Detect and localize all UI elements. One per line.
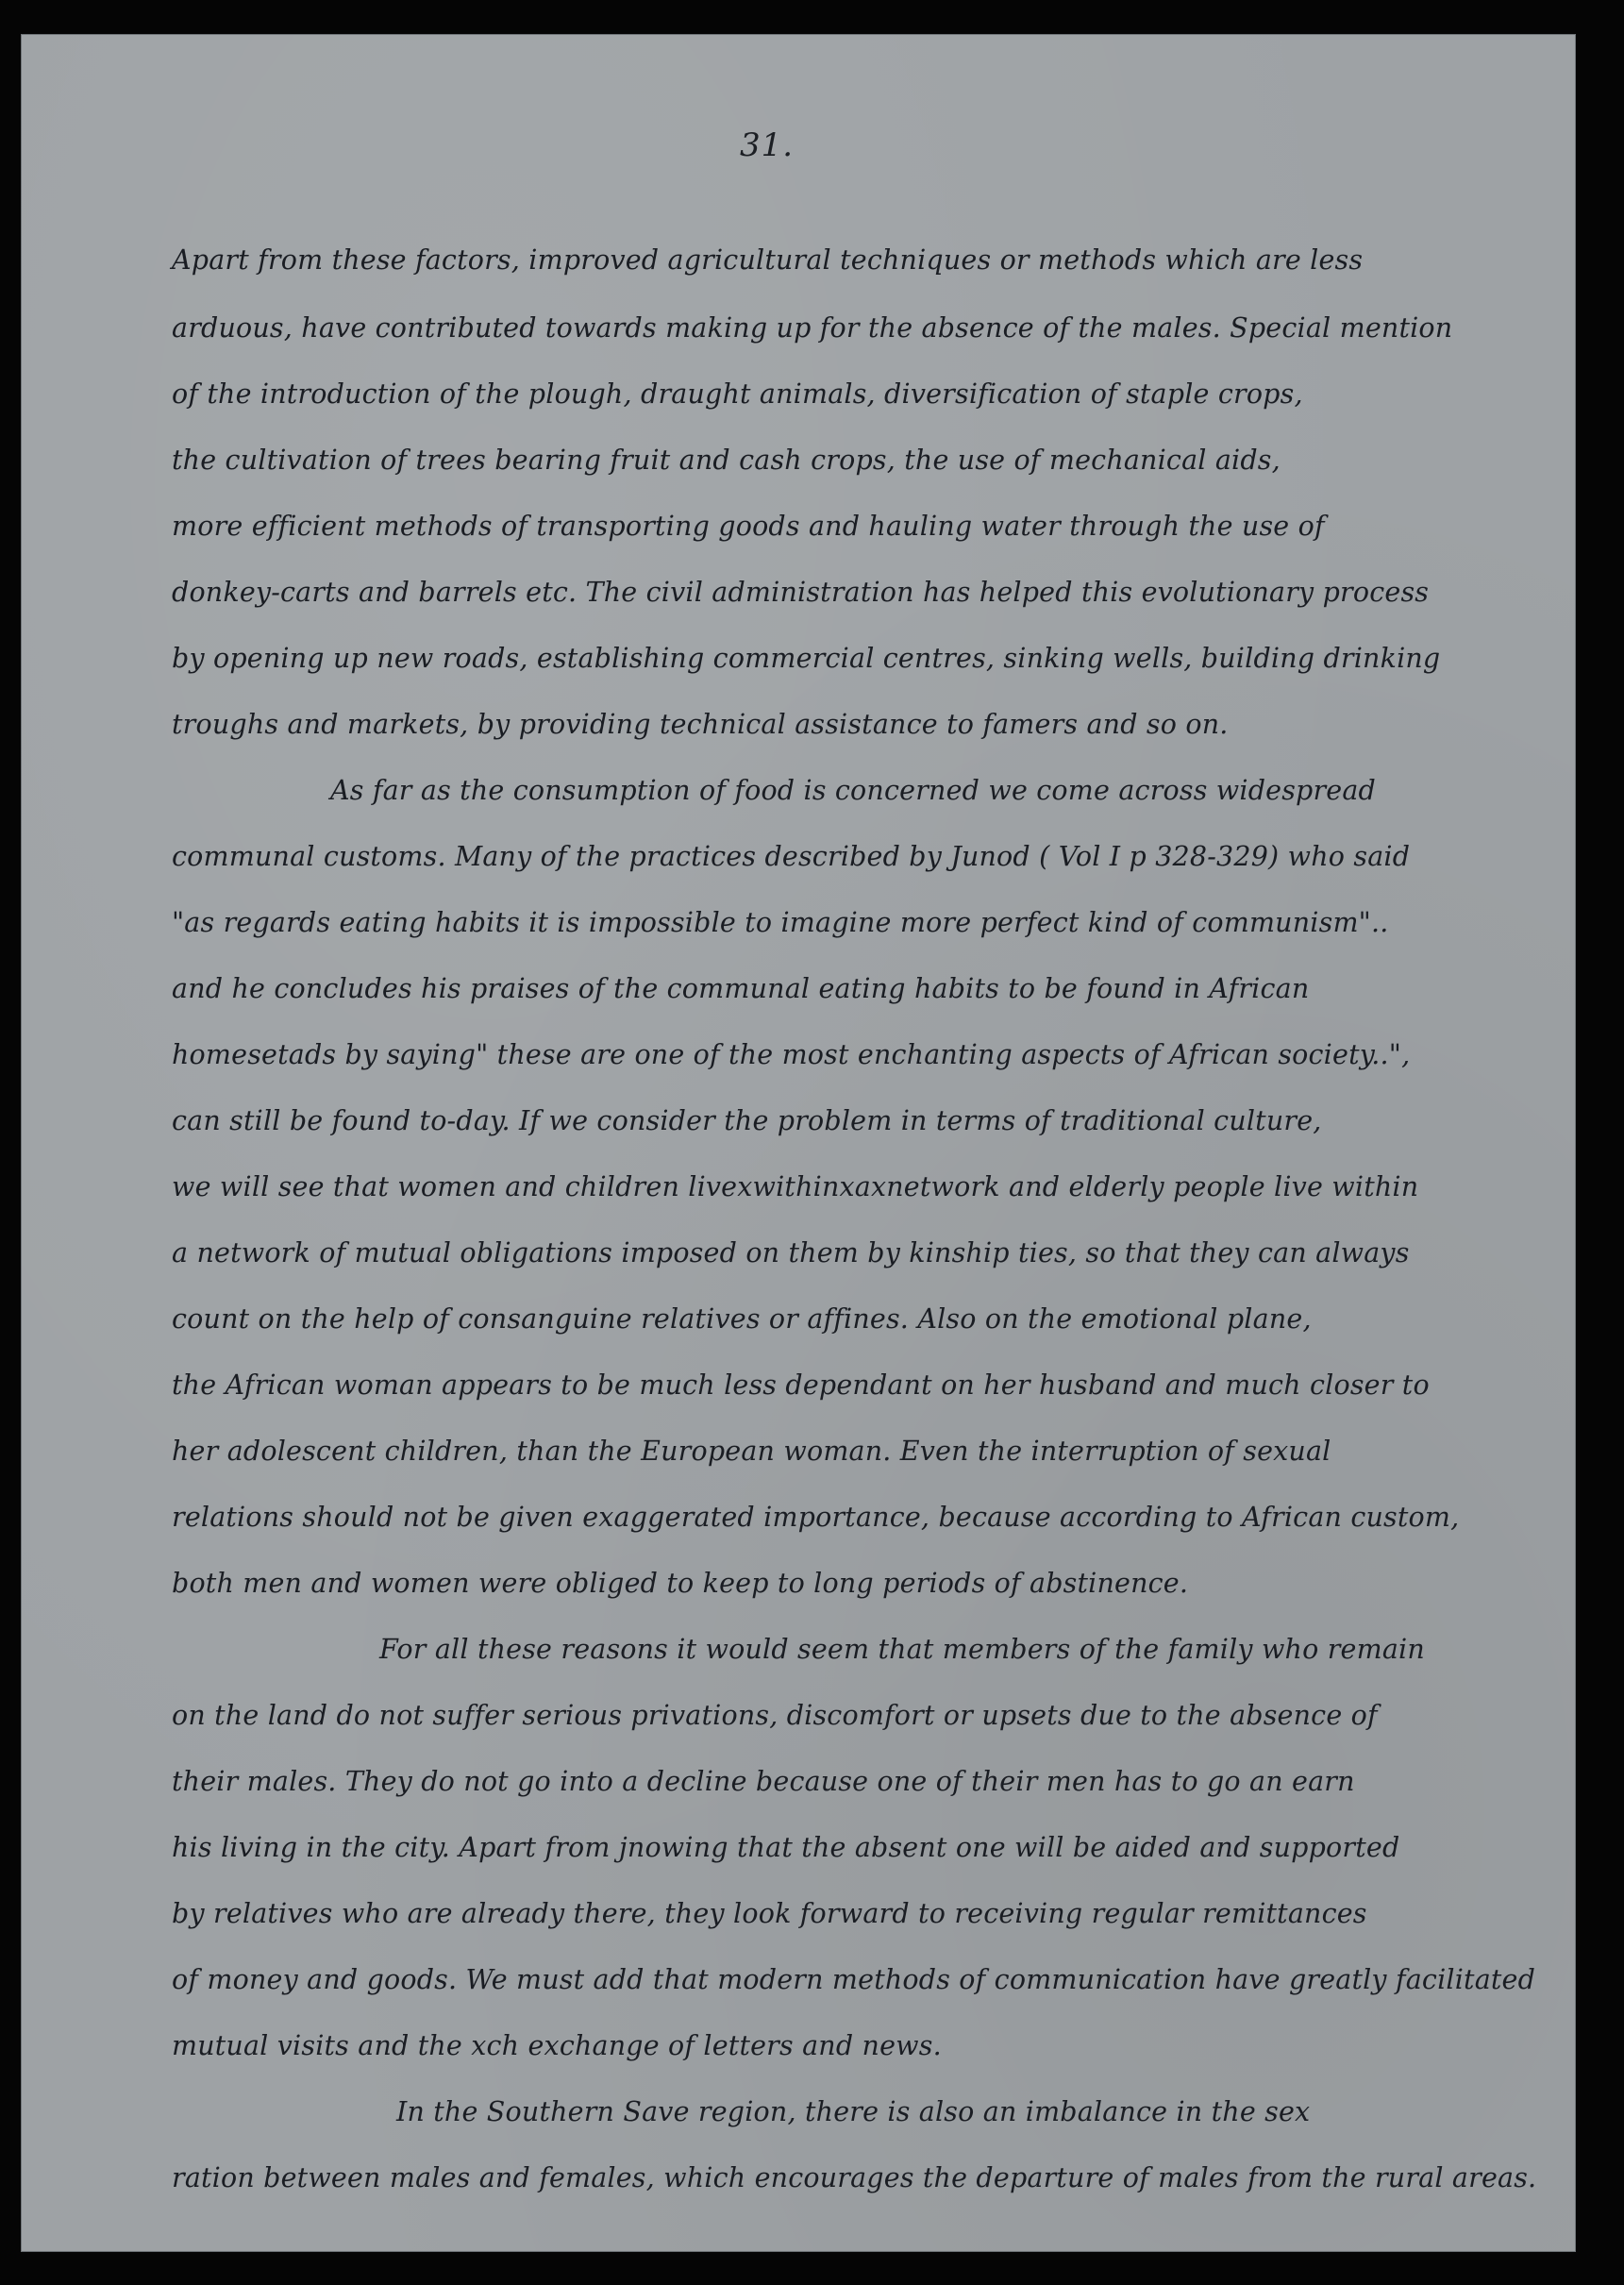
- text-line: the African woman appears to be much less dependant on her husband and much closer to: [172, 1369, 1430, 1401]
- text-line: relations should not be given exaggerated importance, because according to African custom,: [172, 1502, 1460, 1533]
- text-line: we will see that women and children livexwithinxaxnetwork and elderly people live within: [172, 1171, 1419, 1202]
- text-line: ration between males and females, which encourages the departure of males from the rural areas.: [172, 2162, 1537, 2193]
- text-line: mutual visits and the xch exchange of letters and news.: [172, 2030, 942, 2061]
- text-line: a network of mutual obligations imposed on them by kinship ties, so that they can always: [172, 1237, 1410, 1269]
- text-line: her adolescent children, than the European woman. Even the interruption of sexual: [172, 1436, 1331, 1467]
- text-line: count on the help of consanguine relatives or affines. Also on the emotional plane,: [172, 1303, 1312, 1335]
- text-line: homesetads by saying" these are one of the most enchanting aspects of African society..",: [172, 1039, 1411, 1070]
- text-line: the cultivation of trees bearing fruit and cash crops, the use of mechanical aids,: [172, 445, 1281, 476]
- text-line: donkey-carts and barrels etc. The civil administration has helped this evolutionary process: [172, 577, 1430, 608]
- text-line: and he concludes his praises of the communal eating habits to be found in African: [172, 973, 1310, 1004]
- text-line: In the Southern Save region, there is also an imbalance in the sex: [396, 2096, 1311, 2127]
- text-line: communal customs. Many of the practices described by Junod ( Vol I p 328-329) who said: [172, 841, 1411, 872]
- text-line: on the land do not suffer serious privations, discomfort or upsets due to the absence of: [172, 1700, 1378, 1731]
- text-line: "as regards eating habits it is impossible to imagine more perfect kind of communism"..: [172, 907, 1389, 938]
- text-line: As far as the consumption of food is concerned we come across widespread: [330, 775, 1377, 806]
- text-line: more efficient methods of transporting goods and hauling water through the use of: [172, 511, 1325, 542]
- text-line: of the introduction of the plough, draught animals, diversification of staple crops,: [172, 378, 1303, 410]
- text-line: can still be found to-day. If we consider the problem in terms of traditional culture,: [172, 1105, 1322, 1136]
- text-line: by opening up new roads, establishing commercial centres, sinking wells, building drinking: [172, 643, 1441, 674]
- text-line: of money and goods. We must add that modern methods of communication have greatly facilitated: [172, 1964, 1536, 1995]
- text-line: both men and women were obliged to keep to long periods of abstinence.: [172, 1568, 1189, 1599]
- typewritten-page: [21, 34, 1576, 2252]
- text-line: by relatives who are already there, they look forward to receiving regular remittances: [172, 1898, 1367, 1929]
- text-line: his living in the city. Apart from jnowing that the absent one will be aided and supported: [172, 1832, 1400, 1863]
- text-line: their males. They do not go into a decline because one of their men has to go an earn: [172, 1766, 1355, 1797]
- text-line: Apart from these factors, improved agricultural techniques or methods which are less: [172, 244, 1364, 276]
- text-line: troughs and markets, by providing technical assistance to famers and so on.: [172, 709, 1229, 740]
- text-line: arduous, have contributed towards making up for the absence of the males. Special mention: [172, 312, 1453, 344]
- text-line: For all these reasons it would seem that members of the family who remain: [379, 1634, 1425, 1665]
- page-number: 31.: [740, 126, 795, 164]
